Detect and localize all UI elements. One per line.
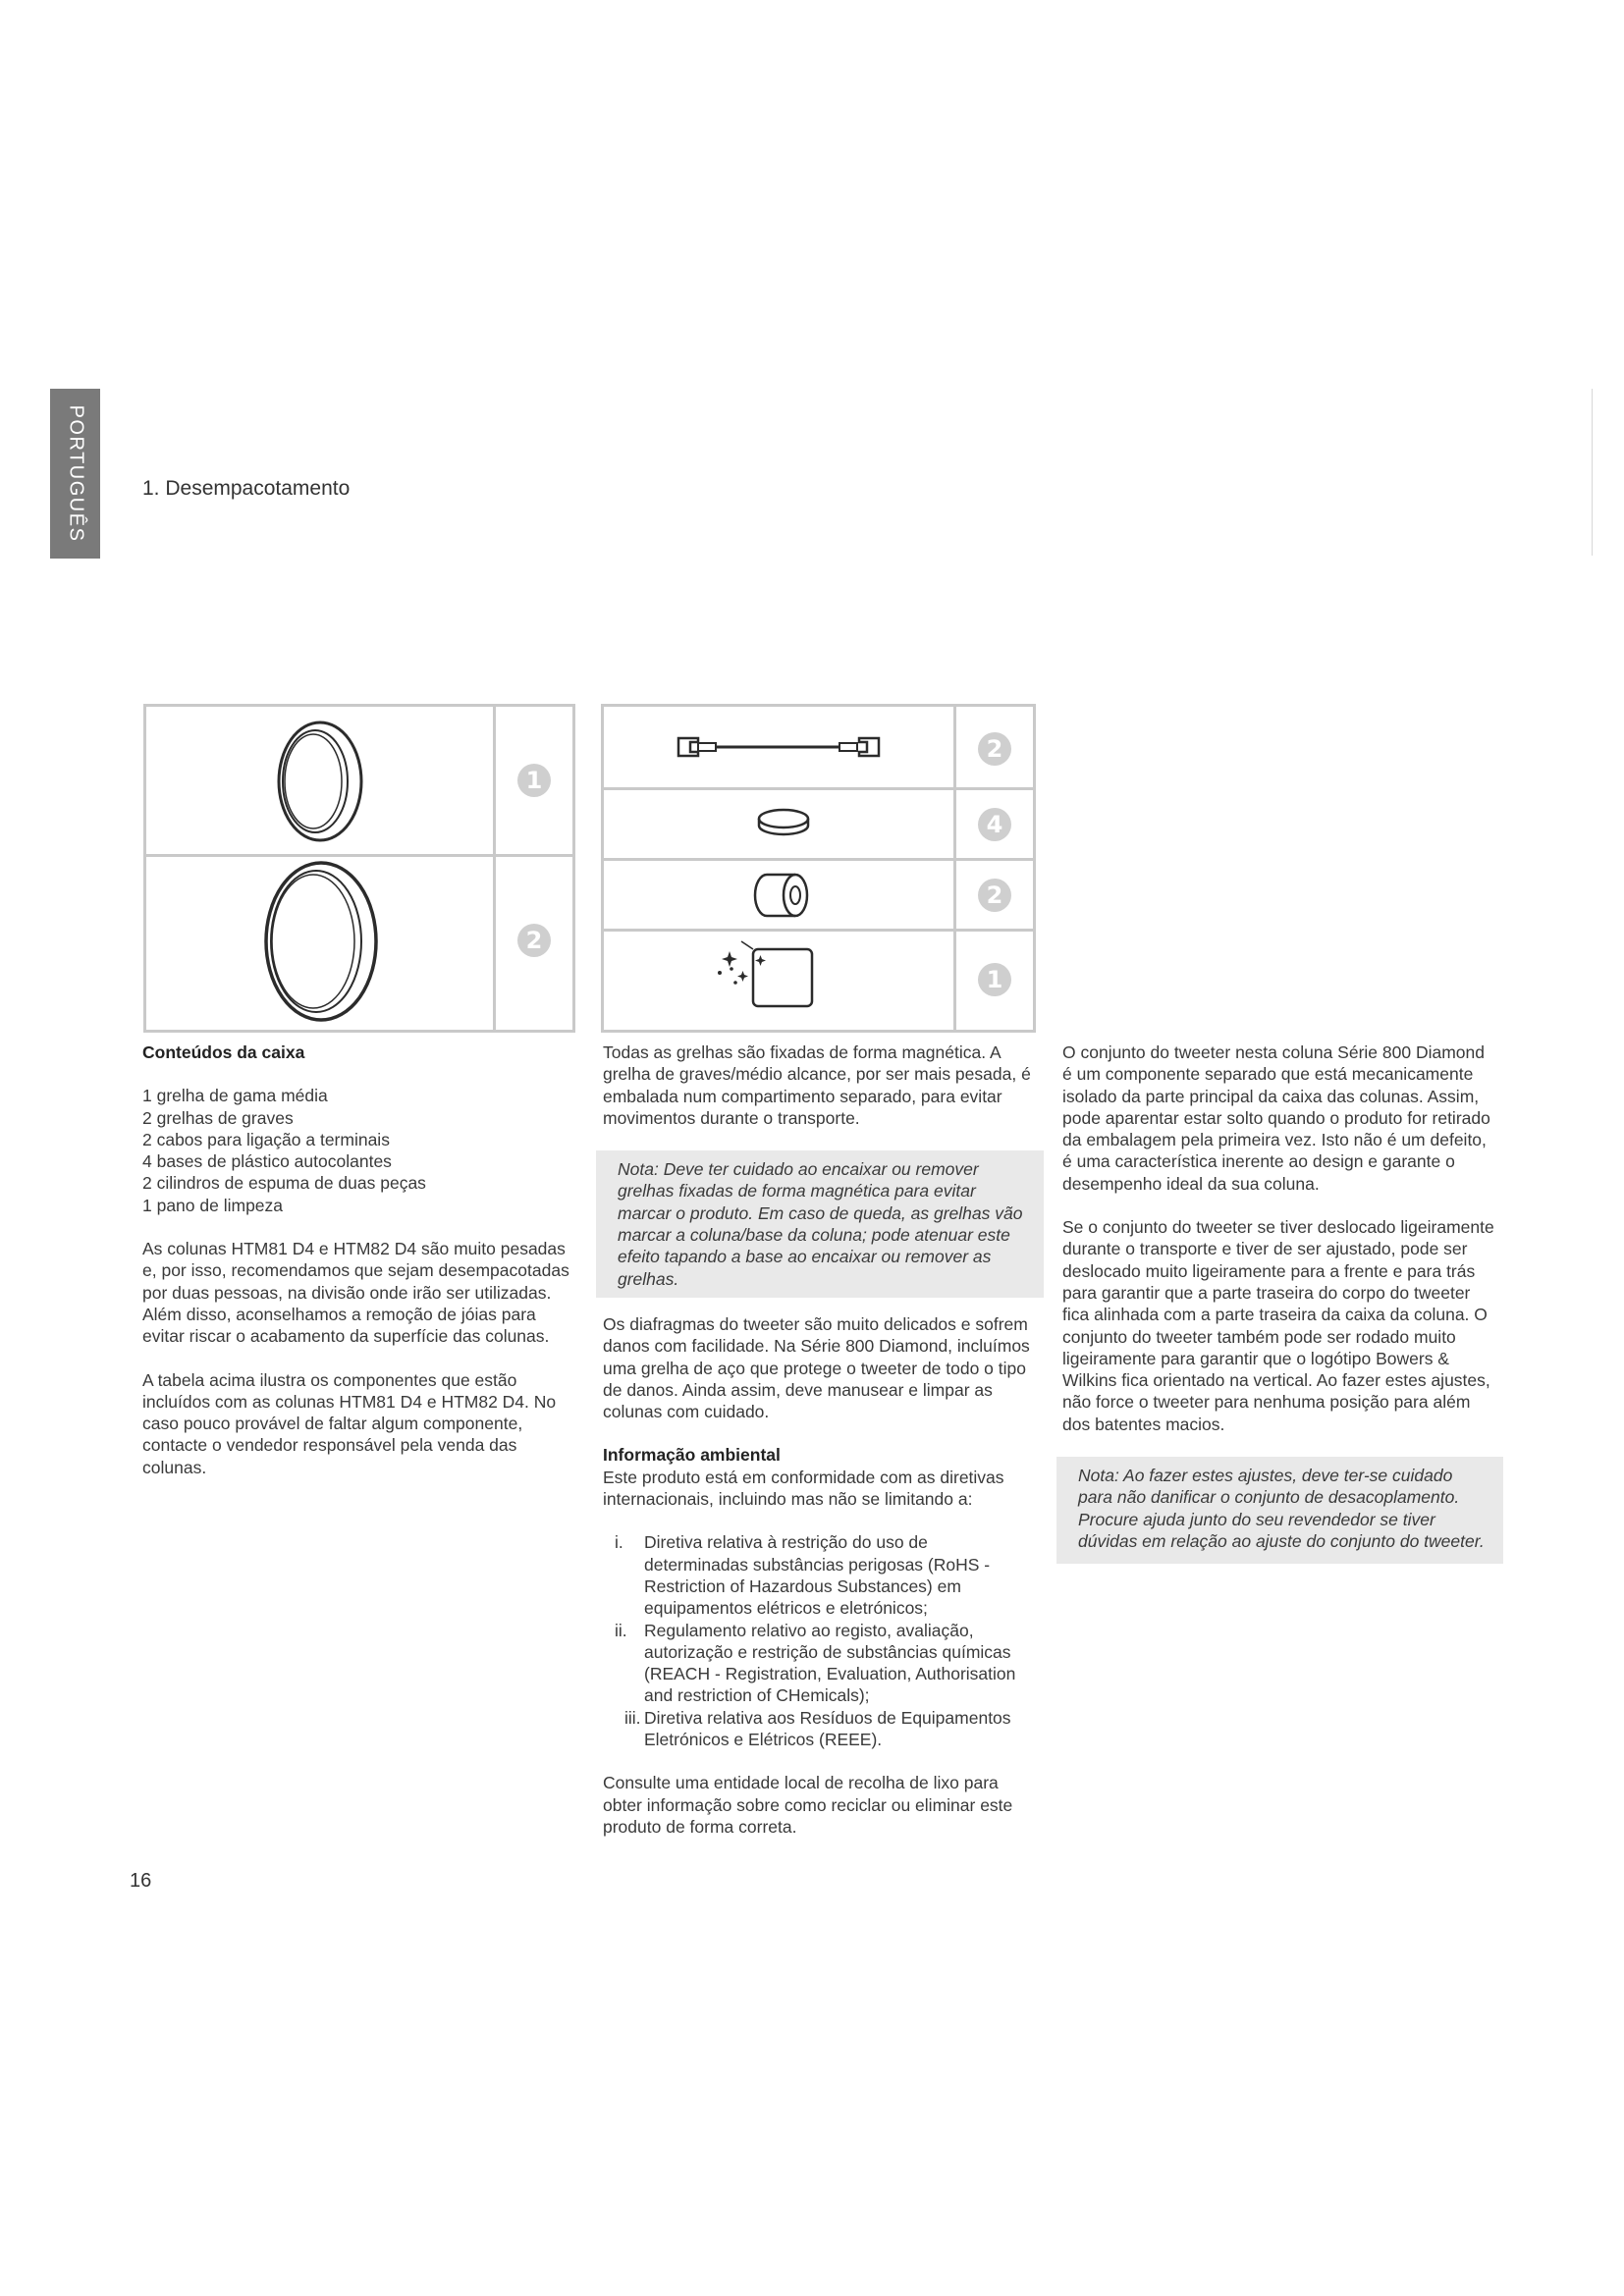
badge-cell-3 xyxy=(956,707,1033,790)
badge-cell-4 xyxy=(956,790,1033,861)
quantity-badge: 4 xyxy=(978,808,1011,841)
directive-text: Diretiva relativa à restrição do uso de determinadas substâncias perigosas (RoHS - Restriction of Hazardous Substances) em equipamentos elétricos e eletrónicos; xyxy=(644,1532,991,1619)
quantity-badge: 2 xyxy=(978,879,1011,912)
directives-list xyxy=(603,1531,1035,1750)
quantity-badge: 2 xyxy=(517,924,551,957)
column-3 xyxy=(1062,1041,1494,1564)
body-paragraph: A tabela acima ilustra os componentes que estão incluídos com as colunas HTM81 D4 e HTM82 D4. No caso pouco provável de faltar algum componente, contacte o vendedor responsável pela venda das colunas. xyxy=(142,1369,557,1477)
accessory-row-2 xyxy=(604,790,956,861)
margin-rule xyxy=(1592,389,1593,556)
list-item: 2 cabos para ligação a terminais xyxy=(142,1129,390,1149)
badge-cell-1 xyxy=(496,707,572,857)
body-paragraph: Se o conjunto do tweeter se tiver deslocado ligeiramente durante o transporte e tiver de ser ajustado, pode ser deslocado muito ligeiramente para a frente e para trás para garantir que a parte traseira do corpo do tweeter fica alinhada com a parte traseira da caixa da coluna. O conjunto do tweeter também pode ser rodado muito ligeiramente para garantir que o logótipo Bowers & Wilkins fica orientado na vertical. Ao fazer estes ajustes, não force o tweeter para nenhuma posição para além dos batentes macios. xyxy=(1062,1217,1494,1434)
page-number: 16 xyxy=(130,1870,152,1892)
language-tab xyxy=(50,389,100,559)
list-number: i. xyxy=(615,1532,623,1553)
list-item: 4 bases de plástico autocolantes xyxy=(142,1151,392,1172)
grille-row-2 xyxy=(146,857,496,1030)
grille-row-1 xyxy=(146,707,496,857)
quantity-badge: 2 xyxy=(978,732,1011,766)
badge-cell-5 xyxy=(956,861,1033,932)
grilles-figure xyxy=(143,704,575,1033)
directive-text: Diretiva relativa aos Resíduos de Equipamentos Eletrónicos e Elétricos (REEE). xyxy=(644,1707,1011,1750)
badge-cell-6 xyxy=(956,932,1033,1030)
cleaning-cloth-icon xyxy=(604,932,953,1030)
midrange-grille-icon xyxy=(146,707,496,854)
list-number: iii. xyxy=(624,1707,641,1728)
environmental-heading: Informação ambiental xyxy=(603,1445,781,1466)
quantity-badge: 1 xyxy=(978,963,1011,996)
body-paragraph: As colunas HTM81 D4 e HTM82 D4 são muito pesadas e, por isso, recomendamos que sejam desempacotadas por duas pessoas, na divisão onde irão ser utilizadas. Além disso, aconselhamos a remoção de jóias para evitar riscar o acabamento da superfície das colunas. xyxy=(142,1239,569,1347)
list-item: 2 grelhas de graves xyxy=(142,1107,294,1128)
list-item: 1 pano de limpeza xyxy=(142,1195,284,1215)
language-tab-label: PORTUGUÊS xyxy=(65,404,87,543)
accessory-row-3 xyxy=(604,861,956,932)
directive-text: Regulamento relativo ao registo, avaliação, autorização e restrição de substâncias químicas (REACH - Registration, Evaluation, Authorisation and restriction of CHemicals); xyxy=(644,1620,1016,1706)
section-title: 1. Desempacotamento xyxy=(142,477,351,500)
bi-wire-link-cable-icon xyxy=(604,707,953,787)
accessories-figure xyxy=(601,704,1036,1033)
column-2 xyxy=(603,1041,1035,1859)
list-item: 2 cilindros de espuma de duas peças xyxy=(142,1173,426,1194)
adhesive-foot-icon xyxy=(604,790,953,859)
badge-cell-2 xyxy=(496,857,572,1030)
foam-cylinder-icon xyxy=(604,861,953,930)
bass-grille-icon xyxy=(146,857,496,1030)
list-item xyxy=(603,1531,1035,1619)
tweeter-adjust-note xyxy=(1056,1457,1503,1564)
magnetic-grille-note xyxy=(596,1150,1044,1298)
column-1 xyxy=(142,1041,574,1500)
box-contents-list xyxy=(142,1085,574,1216)
list-item xyxy=(603,1707,1035,1751)
list-item: 1 grelha de gama média xyxy=(142,1086,328,1106)
list-item xyxy=(603,1620,1035,1707)
body-paragraph: Este produto está em conformidade com as diretivas internacionais, incluindo mas não se limitando a: xyxy=(603,1467,1004,1510)
body-paragraph: O conjunto do tweeter nesta coluna Série 800 Diamond é um componente separado que está mecanicamente isolado da parte principal da caixa das colunas. Assim, pode aparentar estar solto quando o produto for retirado da embalagem pela primeira vez. Isto não é um defeito, é uma característica inerente ao design e garante o desempenho ideal da sua coluna. xyxy=(1062,1042,1490,1194)
body-paragraph: Consulte uma entidade local de recolha de lixo para obter informação sobre como reciclar ou eliminar este produto de forma correta. xyxy=(603,1773,1013,1837)
body-paragraph: Os diafragmas do tweeter são muito delicados e sofrem danos com facilidade. Na Série 800 Diamond, incluímos uma grelha de aço que protege o tweeter de todo o tipo de danos. Ainda assim, deve manusear e limpar as colunas com cuidado. xyxy=(603,1313,1030,1422)
list-number: ii. xyxy=(615,1620,627,1640)
note-text: Nota: Deve ter cuidado ao encaixar ou remover grelhas fixadas de forma magnética para evitar marcar o produto. Em caso de queda, as grelhas vão marcar a coluna/base da coluna; pode atenuar este efeito tapando a base ao encaixar ou remover as grelhas. xyxy=(618,1159,1023,1289)
note-text: Nota: Ao fazer estes ajustes, deve ter-se cuidado para não danificar o conjunto de desacoplamento. Procure ajuda junto do seu revendedor se tiver dúvidas em relação ao ajuste do conjunto do tweeter. xyxy=(1078,1466,1485,1551)
quantity-badge: 1 xyxy=(517,764,551,797)
body-paragraph: Todas as grelhas são fixadas de forma magnética. A grelha de graves/médio alcance, por ser mais pesada, é embalada num compartimento separado, para evitar movimentos durante o transporte. xyxy=(603,1042,1031,1128)
box-contents-heading: Conteúdos da caixa xyxy=(142,1042,305,1062)
accessory-row-1 xyxy=(604,707,956,790)
accessory-row-4 xyxy=(604,932,956,1030)
